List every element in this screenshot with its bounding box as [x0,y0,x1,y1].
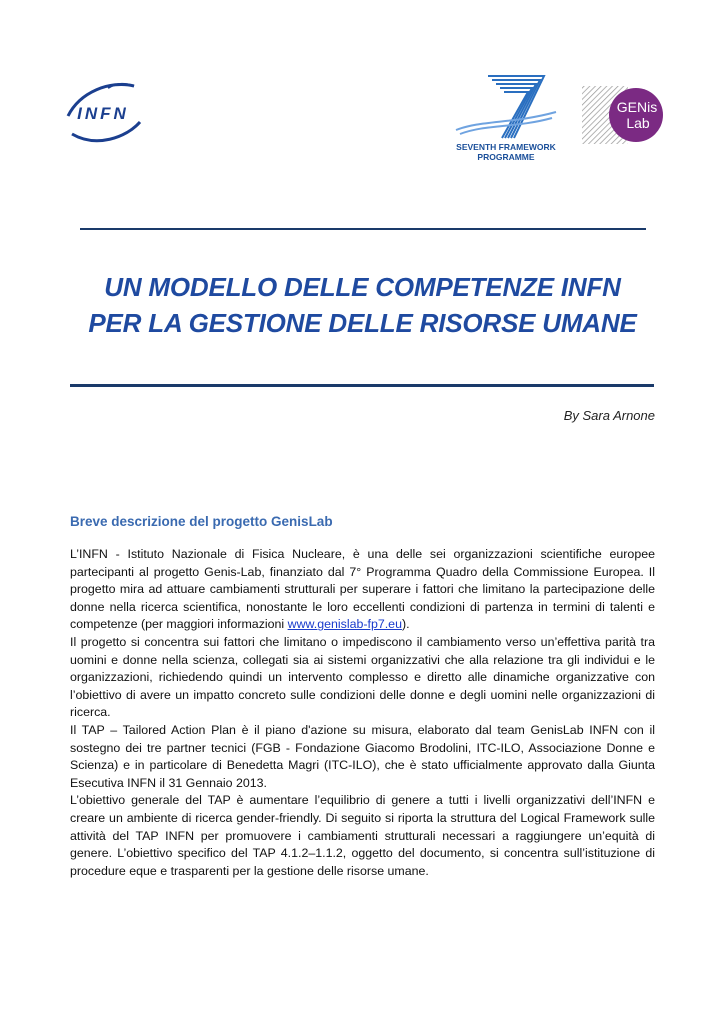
document-title-line-2: PER LA GESTIONE DELLE RISORSE UMANE [88,308,637,338]
paragraph-intro [70,546,655,634]
bottom-divider [70,384,654,387]
fp7-logo [452,72,560,168]
fp7-line2: PROGRAMME [477,152,535,162]
fp7-line1: SEVENTH FRAMEWORK [456,142,556,152]
genislab-text-1: GENis [616,99,658,115]
section-body [70,546,655,880]
genislab-logo [580,84,664,146]
document-title-line-1: UN MODELLO DELLE COMPETENZE INFN [104,272,621,302]
author-byline: By Sara Arnone [563,408,655,423]
paragraph-intro-text: L’INFN - Istituto Nazionale di Fisica Nucleare, è una delle sei organizzazioni scientifiche europee partecipanti al progetto Genis-Lab, finanziato dal 7° Programma Quadro della Commissione Europea. Il progetto mira ad attuare cambiamenti strutturali per superare i fattori che limitano la partecipazione delle donne nella ricerca scientifica, nonostante le loro eccellenti condizioni di partenza in termini di talenti e competenze (per maggiori informazioni [70,547,655,632]
infn-logo-text: INFN [77,104,129,123]
top-divider [80,228,646,230]
paragraph-tap: Il TAP – Tailored Action Plan è il piano d'azione su misura, elaborato dal team GenisLab INFN con il sostegno dei tre partner tecnici (FGB - Fondazione Giacomo Brodolini, ITC-ILO, Associazione Donne e Scienza) e in particolare di Benedetta Magri (ITC-ILO), che è stato ufficialmente approvato dalla Giunta Esecutiva INFN il 31 Gennaio 2013. [70,722,655,790]
paragraph-objective: L’obiettivo generale del TAP è aumentare l’equilibrio di genere a tutti i livelli organizzativi dell’INFN e creare un ambiente di ricerca gender-friendly. Di seguito si riporta la struttura del Logical Framework sulle attività del TAP INFN per promuovere i cambiamenti strutturali necessari a raggiungere un’equità di genere. L’obiettivo specifico del TAP 4.1.2–1.1.2, oggetto del documento, si concentra sull’istituzione di procedure eque e trasparenti per la gestione delle risorse umane. [70,793,655,878]
section-heading: Breve descrizione del progetto GenisLab [70,514,333,529]
infn-logo [60,72,146,152]
genislab-text-2: Lab [626,115,650,131]
paragraph-intro-end: ). [401,617,410,632]
paragraph-focus: Il progetto si concentra sui fattori che limitano o impediscono il cambiamento verso un’effettiva parità tra uomini e donne nella scienza, collegati sia ai sistemi organizzativi che alla relazione tra gli individui e le organizzazioni, richiedendo quindi un intervento complesso e diretto alle dinamiche organizzative con l’obiettivo di avere un impatto concreto sulle condizioni delle donne e degli uomini nelle organizzazioni di ricerca. [70,634,655,720]
genislab-website-link[interactable]: www.genislab-fp7.eu [287,617,402,632]
